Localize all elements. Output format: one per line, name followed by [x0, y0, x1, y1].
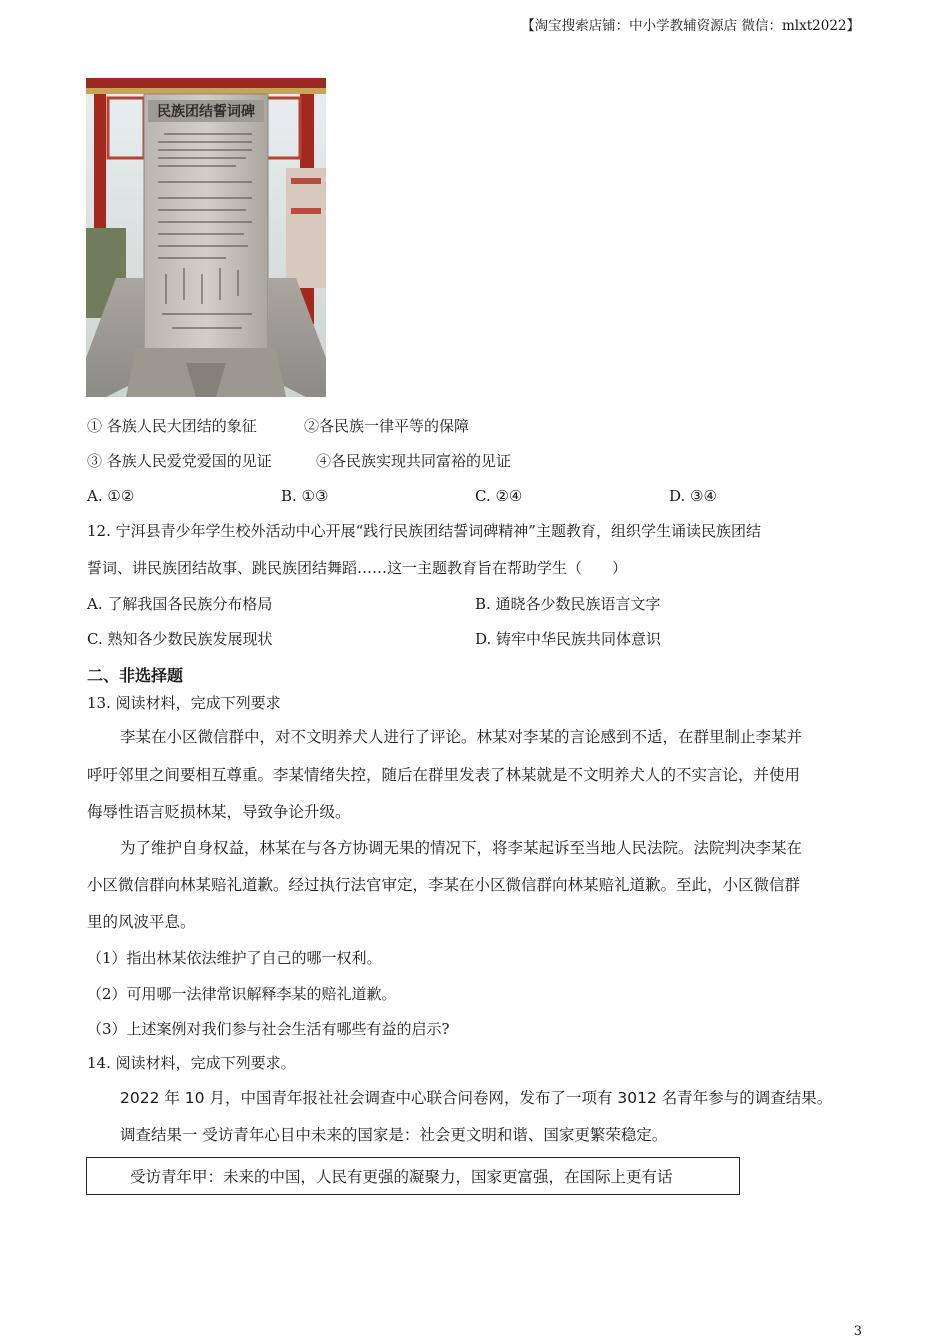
q12-option-c: C. 熟知各少数民族发展现状 [87, 630, 273, 648]
q13-question-3: （3）上述案例对我们参与社会生活有哪些有益的启示? [87, 1020, 450, 1038]
statement-2: ②各民族一律平等的保障 [304, 417, 470, 435]
stele-title: 民族团结誓词碑 [157, 104, 255, 120]
q13-para1-line2: 呼吁邻里之间要相互尊重。李某情绪失控，随后在群里发表了林某就是不文明养犬人的不实言论，并使用 [87, 766, 801, 784]
q13-para2-line3: 里的风波平息。 [87, 913, 196, 931]
q12-option-b: B. 通晓各少数民族语言文字 [475, 595, 661, 613]
statement-3: ③ 各族人民爱党爱国的见证 [87, 452, 272, 470]
q12-option-a: A. 了解我国各民族分布格局 [87, 595, 273, 613]
q11-option-a: A. ①② [87, 487, 135, 505]
page-header: 【淘宝搜索店铺：中小学教辅资源店 微信：mlxt2022】 [521, 18, 860, 34]
q13-intro: 13. 阅读材料，完成下列要求 [87, 694, 281, 712]
q13-para1-line1: 李某在小区微信群中，对不文明养犬人进行了评论。林某对李某的言论感到不适，在群里制止李某并 [120, 728, 803, 746]
q12-stem-line2: 誓词、讲民族团结故事、跳民族团结舞蹈……这一主题教育旨在帮助学生（ ） [87, 559, 628, 577]
q13-question-1: （1）指出林某依法维护了自己的哪一权利。 [87, 949, 382, 967]
q11-option-b: B. ①③ [281, 487, 329, 505]
q14-material-line1: 2022 年 10 月，中国青年报社社会调查中心联合问卷网，发布了一项有 3012 名青年参与的调查结果。 [120, 1089, 833, 1107]
q12-option-d: D. 铸牢中华民族共同体意识 [475, 630, 662, 648]
section-heading: 二、非选择题 [87, 666, 184, 685]
q11-option-c: C. ②④ [475, 487, 523, 505]
stele-photo [86, 78, 326, 397]
q13-para1-line3: 侮辱性语言贬损林某，导致争论升级。 [87, 803, 351, 821]
q13-para2-line2: 小区微信群向林某赔礼道歉。经过执行法官审定，李某在小区微信群向林某赔礼道歉。至此，小区微信群 [87, 876, 801, 894]
q14-intro: 14. 阅读材料，完成下列要求。 [87, 1054, 296, 1072]
q12-stem-line1: 12. 宁洱县青少年学生校外活动中心开展“践行民族团结誓词碑精神”主题教育，组织学生诵读民族团结 [87, 522, 761, 540]
page-number: 3 [853, 1324, 862, 1339]
q13-para2-line1: 为了维护自身权益，林某在与各方协调无果的情况下，将李某起诉至当地人民法院。法院判决李某在 [120, 839, 803, 857]
statement-4: ④各民族实现共同富裕的见证 [316, 452, 512, 470]
quote-box-text: 受访青年甲：未来的中国，人民有更强的凝聚力，国家更富强，在国际上更有话 [130, 1168, 673, 1186]
q14-material-line2: 调查结果一 受访青年心目中未来的国家是：社会更文明和谐、国家更繁荣稳定。 [120, 1126, 668, 1144]
quote-box [86, 1157, 740, 1195]
q13-question-2: （2）可用哪一法律常识解释李某的赔礼道歉。 [87, 985, 397, 1003]
q11-option-d: D. ③④ [669, 487, 717, 505]
statement-1: ① 各族人民大团结的象征 [87, 417, 257, 435]
